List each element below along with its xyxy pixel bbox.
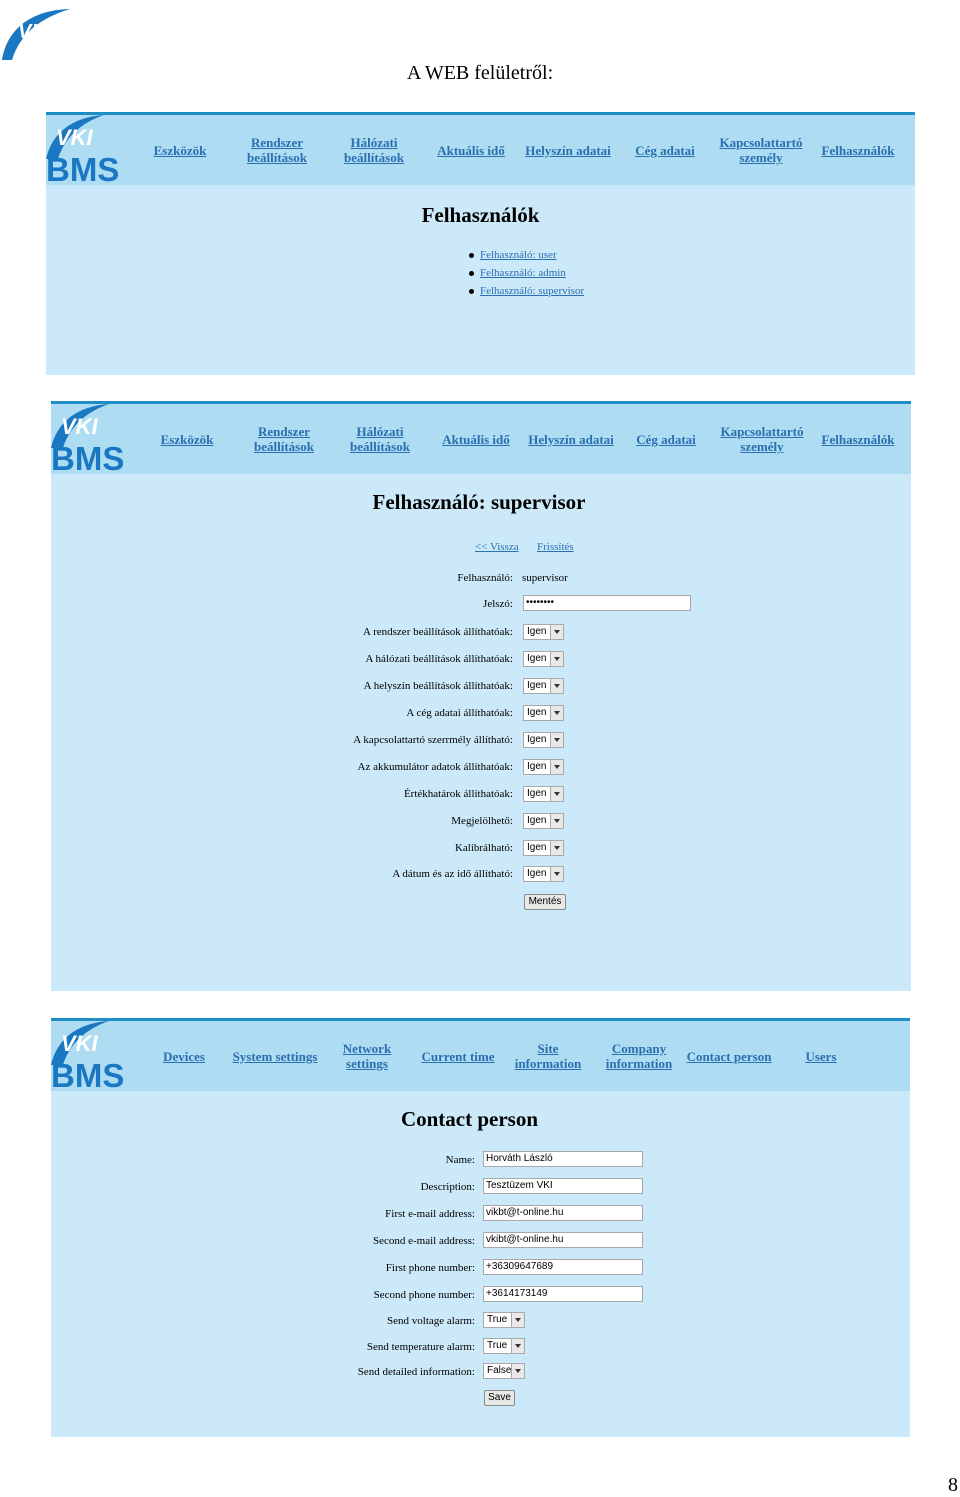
screenshot-user-supervisor [51,401,911,991]
chevron-down-icon[interactable] [550,733,563,747]
contact-field-label: First phone number: [385,1262,475,1274]
nav-company-information[interactable]: Cég adatai [636,431,696,447]
nav-network-settings[interactable]: Network settings [342,1041,392,1071]
permission-select[interactable]: Igen [523,705,564,721]
chevron-down-icon[interactable] [511,1313,524,1327]
permission-select[interactable]: Igen [523,866,564,882]
second-phone-field[interactable]: +3614173149 [483,1286,643,1302]
chevron-down-icon[interactable] [550,679,563,693]
chevron-down-icon[interactable] [550,706,563,720]
nav-contact-person[interactable]: Kapcsolattartó személy [719,135,803,165]
chevron-down-icon[interactable] [550,787,563,801]
permission-label: A dátum és az idő állítható: [392,868,513,880]
document-heading: A WEB felületről: [406,62,554,84]
page-title: Felhasználó: supervisor [372,490,586,514]
chevron-down-icon[interactable] [511,1339,524,1353]
refresh-link[interactable]: Frissítés [537,541,574,553]
nav-users[interactable]: Felhasználók [821,142,895,158]
save-button[interactable]: Mentés [524,894,566,910]
back-link[interactable]: << Vissza [475,541,519,553]
nav-site-information[interactable]: Site information [514,1041,582,1071]
chevron-down-icon[interactable] [550,867,563,881]
permission-select[interactable]: Igen [523,813,564,829]
nav-current-time[interactable]: Aktuális idő [437,142,505,158]
chevron-down-icon[interactable] [550,814,563,828]
chevron-down-icon[interactable] [550,760,563,774]
user-list [466,246,584,300]
nav-contact-person[interactable]: Kapcsolattartó személy [720,424,804,454]
screenshot-contact-person [51,1018,910,1437]
bms-logo-top: VKI [61,1031,98,1056]
nav-bar [46,115,915,185]
first-email-field[interactable]: vikbt@t-online.hu [483,1205,643,1221]
nav-bar [51,404,911,474]
alarm-label: Send voltage alarm: [387,1315,475,1327]
temperature-alarm-select[interactable]: True [483,1338,525,1354]
permission-label: A rendszer beállítások állíthatóak: [363,626,513,638]
nav-system-settings[interactable]: Rendszer beállítások [254,424,314,454]
second-email-field[interactable]: vkibt@t-online.hu [483,1232,643,1248]
bms-logo-top: VKI [61,414,98,439]
nav-network-settings[interactable]: Hálózati beállítások [344,135,404,165]
save-button[interactable]: Save [484,1390,515,1406]
page-title: Contact person [400,1107,539,1131]
bms-logo [51,404,131,474]
vki-logo [0,4,72,62]
nav-devices[interactable]: Eszközök [160,431,214,447]
nav-devices[interactable]: Devices [163,1048,205,1064]
contact-field-label: Name: [445,1154,475,1166]
permission-label: Értékhatárok állíthatóak: [403,788,513,800]
nav-users[interactable]: Felhasználók [821,431,895,447]
chevron-down-icon[interactable] [550,625,563,639]
nav-system-settings[interactable]: System settings [232,1048,318,1064]
permission-select[interactable]: Igen [523,624,564,640]
user-value: supervisor [522,572,568,584]
user-link-admin[interactable]: Felhasználó: admin [466,264,584,282]
nav-users[interactable]: Users [805,1048,837,1064]
bms-logo-bottom: BMS [46,151,120,185]
permission-select[interactable]: Igen [523,759,564,775]
chevron-down-icon[interactable] [550,652,563,666]
permission-select[interactable]: Igen [523,840,564,856]
nav-devices[interactable]: Eszközök [153,142,207,158]
nav-system-settings[interactable]: Rendszer beállítások [247,135,307,165]
contact-field-label: Second phone number: [373,1289,475,1301]
logo-text: VKI [18,21,52,43]
bms-logo [51,1021,131,1091]
chevron-down-icon[interactable] [511,1364,524,1378]
permission-label: A helyszín beállítások állíthatóak: [363,680,513,692]
nav-company-information[interactable]: Cég adatai [635,142,695,158]
permission-label: Kalibrálható: [454,842,513,854]
voltage-alarm-select[interactable]: True [483,1312,525,1328]
nav-network-settings[interactable]: Hálózati beállítások [350,424,410,454]
screenshot-users [46,112,915,375]
first-phone-field[interactable]: +36309647689 [483,1259,643,1275]
nav-site-information[interactable]: Helyszín adatai [525,142,611,158]
bms-logo-bottom: BMS [51,440,125,474]
permission-label: A kapcsolattartó szerrmély állítható: [353,734,513,746]
permission-select[interactable]: Igen [523,786,564,802]
nav-current-time[interactable]: Aktuális idő [442,431,510,447]
contact-field-label: Second e-mail address: [372,1235,475,1247]
bms-logo-top: VKI [56,125,93,150]
permission-label: Az akkumulátor adatok állíthatóak: [357,761,513,773]
nav-bar [51,1021,910,1091]
chevron-down-icon[interactable] [550,841,563,855]
password-label: Jelszó: [483,598,513,610]
permission-select[interactable]: Igen [523,651,564,667]
permission-label: A cég adatai állíthatóak: [406,707,513,719]
description-field[interactable]: Tesztüzem VKI [483,1178,643,1194]
user-link-supervisor[interactable]: Felhasználó: supervisor [466,282,584,300]
page-title: Felhasználók [421,203,540,227]
permission-select[interactable]: Igen [523,732,564,748]
contact-field-label: Description: [420,1181,475,1193]
page-number: 8 [948,1474,958,1496]
user-label: Felhasználó: [457,572,513,584]
detailed-info-select[interactable]: False [483,1363,525,1379]
alarm-label: Send temperature alarm: [366,1341,475,1353]
nav-current-time[interactable]: Current time [421,1048,495,1064]
name-field[interactable]: Horváth László [483,1151,643,1167]
permission-label: A hálózati beállítások állíthatóak: [365,653,513,665]
permission-label: Megjelölhető: [451,815,513,827]
nav-site-information[interactable]: Helyszín adatai [528,431,614,447]
user-link-user[interactable]: Felhasználó: user [466,246,584,264]
bms-logo [46,115,126,185]
nav-company-information[interactable]: Company information [605,1041,673,1071]
bms-logo-bottom: BMS [51,1057,125,1091]
contact-field-label: First e-mail address: [385,1208,475,1220]
permission-select[interactable]: Igen [523,678,564,694]
password-field[interactable]: •••••••• [523,595,691,611]
alarm-label: Send detailed information: [357,1366,475,1378]
nav-contact-person[interactable]: Contact person [686,1048,772,1064]
